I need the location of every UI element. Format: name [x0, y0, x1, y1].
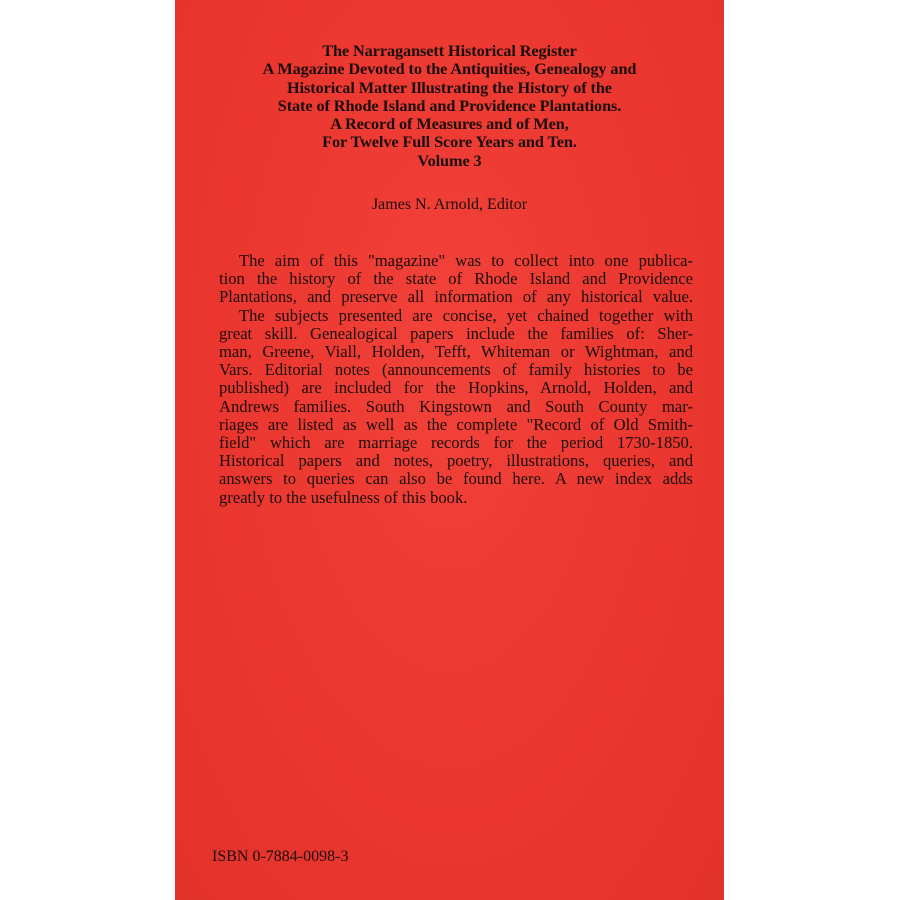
description-line: published) are included for the Hopkins, Arnold, Holden, and — [219, 378, 693, 398]
description-line: Vars. Editorial notes (announcements of family histories to be — [219, 360, 693, 380]
description-line: greatly to the usefulness of this book. — [219, 487, 468, 507]
description-line: Andrews families. South Kingstown and South County mar- — [219, 396, 693, 416]
isbn-label: ISBN 0-7884-0098-3 — [212, 848, 349, 865]
volume-label: Volume 3 — [417, 150, 482, 170]
book-title: The Narragansett Historical Register — [322, 41, 577, 60]
editor-credit: James N. Arnold, Editor — [371, 196, 528, 213]
description-line: The aim of this "magazine" was to collect into one publica- — [239, 251, 693, 270]
description-line: Plantations, and preserve all information of any historical value. — [219, 287, 693, 307]
description-line: field" which are marriage records for the period 1730-1850. — [219, 433, 693, 453]
subtitle-line: A Record of Measures and of Men, — [330, 114, 569, 134]
description-line: The subjects presented are concise, yet chained together with — [239, 305, 693, 325]
book-back-cover — [175, 0, 724, 900]
description-line: great skill. Genealogical papers include the families of: Sher- — [219, 323, 693, 343]
description-line: Historical papers and notes, poetry, illustrations, queries, and — [219, 451, 693, 471]
description-line: man, Greene, Viall, Holden, Tefft, Whiteman or Wightman, and — [219, 342, 693, 362]
description-line: riages are listed as well as the complete "Record of Old Smith- — [219, 414, 693, 434]
subtitle-line: State of Rhode Island and Providence Plantations. — [277, 95, 622, 115]
description-line: answers to queries can also be found here. A new index adds — [219, 469, 693, 489]
title-block — [175, 42, 724, 170]
subtitle-line: Historical Matter Illustrating the History of the — [287, 77, 612, 97]
description — [219, 252, 693, 507]
subtitle-line: For Twelve Full Score Years and Ten. — [322, 132, 577, 152]
description-line: tion the history of the state of Rhode Island and Providence — [219, 269, 693, 289]
subtitle-line: A Magazine Devoted to the Antiquities, Genealogy and — [262, 59, 637, 79]
